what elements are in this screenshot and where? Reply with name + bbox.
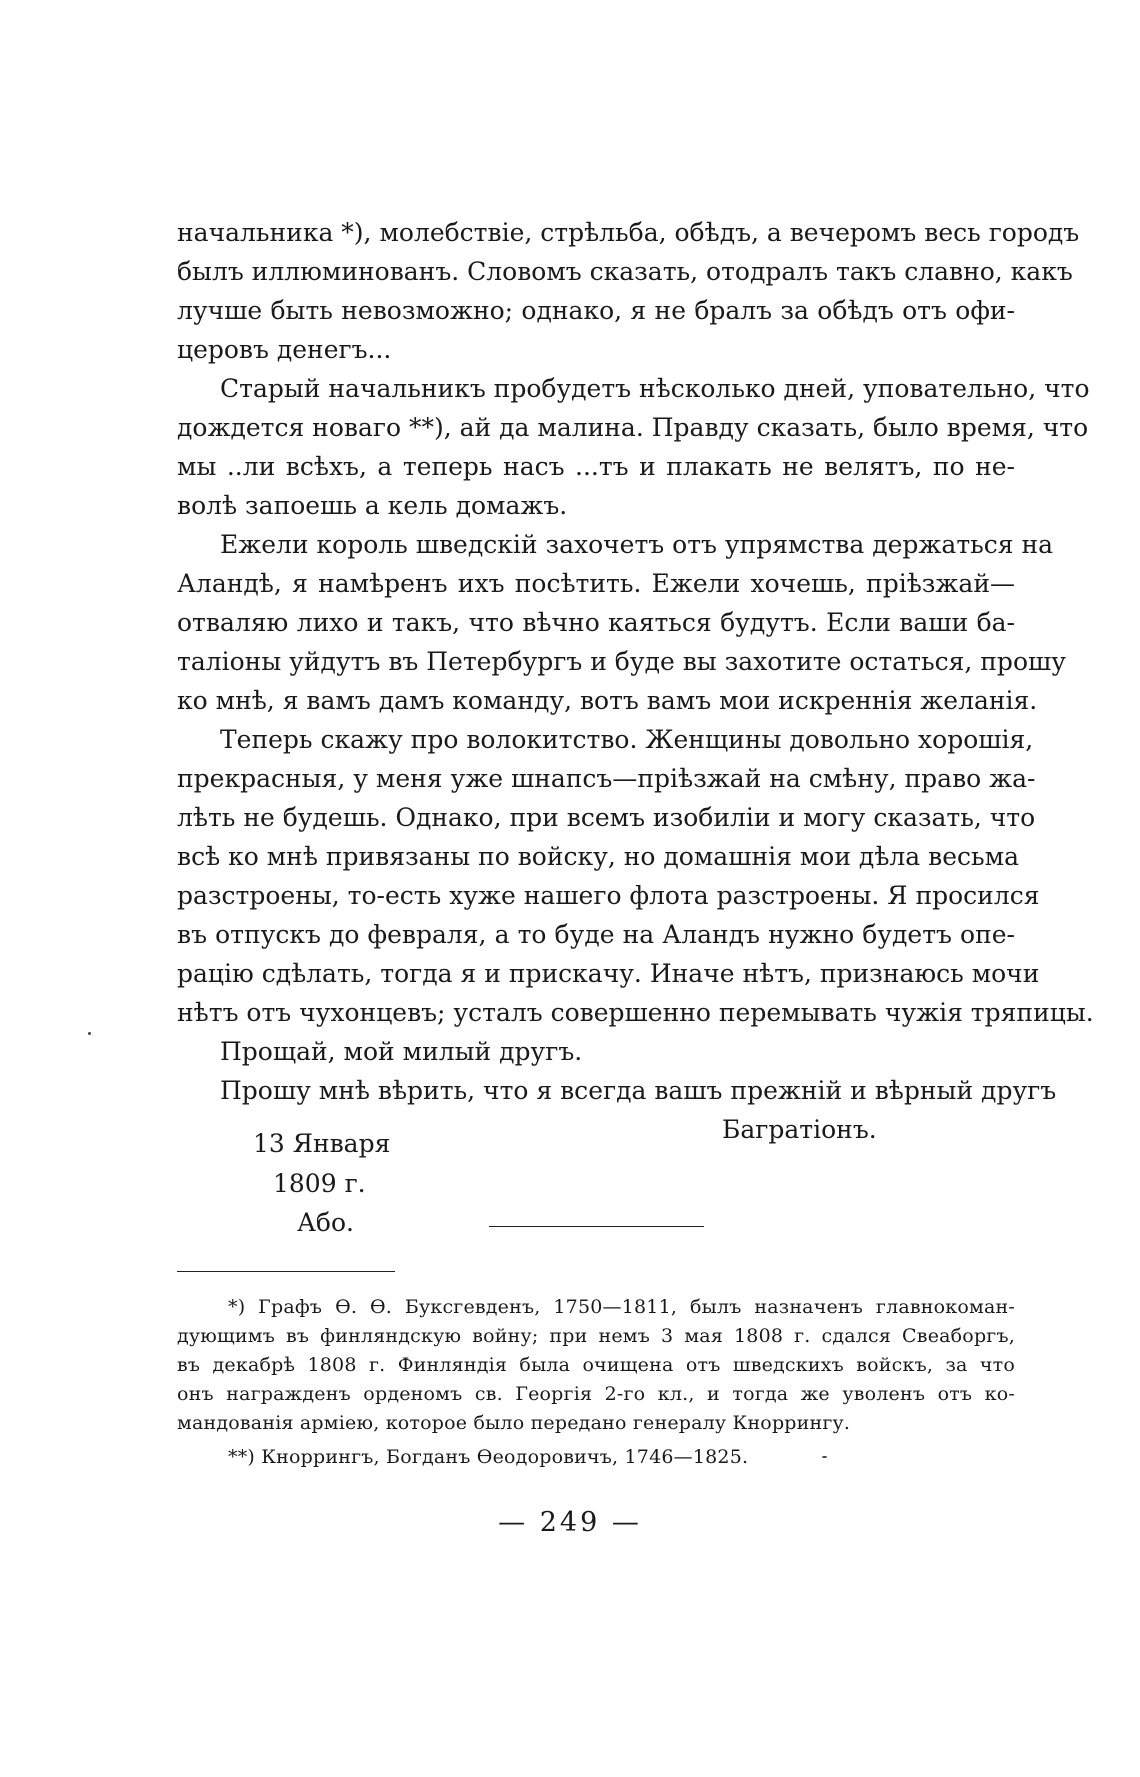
signature: Багратіонъ. xyxy=(722,1115,877,1144)
text-line: начальника *), молебствіе, стрѣльба, обѣдъ, а вечеромъ весь городъ xyxy=(177,218,1080,247)
text-line: волѣ запоешь а кель домажъ. xyxy=(177,491,568,520)
date-day: 13 Января xyxy=(253,1129,391,1158)
section-divider xyxy=(489,1226,704,1227)
text-line: всѣ ко мнѣ привязаны по войску, но домашнія мои дѣла весьма xyxy=(177,842,1019,871)
footnote-divider xyxy=(177,1271,395,1272)
text-line: былъ иллюминованъ. Словомъ сказать, отодралъ такъ славно, какъ xyxy=(177,257,1073,286)
text-line: ко мнѣ, я вамъ дамъ команду, вотъ вамъ мои искреннія желанія. xyxy=(177,686,1038,715)
text-line: прекрасныя, у меня уже шнапсъ—пріѣзжай на смѣну, право жа- xyxy=(177,764,1036,793)
text-line: рацію сдѣлать, тогда я и прискачу. Иначе нѣтъ, признаюсь мочи xyxy=(177,959,1040,988)
date-year: 1809 г. xyxy=(273,1169,366,1198)
footnote-line: мандованія арміею, которое было передано генералу Кноррингу. xyxy=(177,1412,851,1434)
text-line: церовъ денегъ... xyxy=(177,335,392,364)
footnote-line: *) Графъ Ѳ. Ѳ. Буксгевденъ, 1750—1811, былъ назначенъ главнокоман- xyxy=(228,1296,1015,1318)
footnote-line: въ декабрѣ 1808 г. Финляндія была очищена отъ шведскихъ войскъ, за что xyxy=(177,1354,1015,1376)
text-line: отваляю лихо и такъ, что вѣчно каяться будутъ. Если ваши ба- xyxy=(177,608,1015,637)
footnote-line: **) Кноррингъ, Богданъ Ѳеодоровичъ, 1746—1825. xyxy=(228,1446,749,1468)
page-number: — 249 — xyxy=(498,1507,642,1538)
footnote-line: дующимъ въ финляндскую войну; при немъ 3 мая 1808 г. сдался Свеаборгъ, xyxy=(177,1325,1015,1347)
text-line: Теперь скажу про волокитство. Женщины довольно хорошія, xyxy=(220,725,1034,754)
scan-speck xyxy=(822,1456,827,1458)
place-name: Або. xyxy=(297,1208,354,1237)
text-line: лучше быть невозможно; однако, я не бралъ за обѣдъ отъ офи- xyxy=(177,296,1015,325)
text-line: нѣтъ отъ чухонцевъ; усталъ совершенно перемывать чужія тряпицы. xyxy=(177,998,1094,1027)
text-line: лѣть не будешь. Однако, при всемъ изобиліи и могу сказать, что xyxy=(177,803,1036,832)
footnote-line: онъ награжденъ орденомъ св. Георгія 2-го кл., и тогда же уволенъ отъ ко- xyxy=(177,1383,1015,1405)
text-line: Старый начальникъ пробудетъ нѣсколько дней, уповательно, что xyxy=(220,374,1090,403)
text-line: Аландѣ, я намѣренъ ихъ посѣтить. Ежели хочешь, пріѣзжай— xyxy=(177,569,1015,598)
scan-speck xyxy=(88,1032,91,1035)
text-line: таліоны уйдутъ въ Петербургъ и буде вы захотите остаться, прошу xyxy=(177,647,1066,676)
text-line: Ежели король шведскій захочетъ отъ упрямства держаться на xyxy=(220,530,1054,559)
text-line: дождется новаго **), ай да малина. Правду сказать, было время, что xyxy=(177,413,1089,442)
closing-line: Прошу мнѣ вѣрить, что я всегда вашъ прежній и вѣрный другъ xyxy=(220,1076,1057,1105)
text-line: разстроены, то-есть хуже нашего флота разстроены. Я просился xyxy=(177,881,1040,910)
farewell-line: Прощай, мой милый другъ. xyxy=(220,1037,583,1066)
text-line: въ отпускъ до февраля, а то буде на Аландъ нужно будетъ опе- xyxy=(177,920,1015,949)
text-line: мы ..ли всѣхъ, а теперь насъ ...тъ и плакать не велятъ, по не- xyxy=(177,452,1015,481)
